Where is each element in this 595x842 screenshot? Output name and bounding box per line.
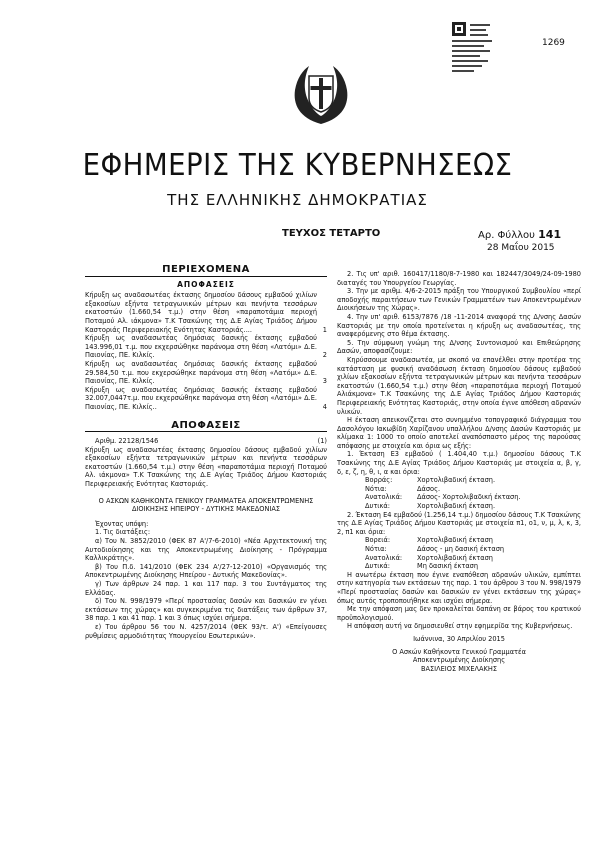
bounds-list-2 <box>337 536 581 570</box>
left-column <box>85 266 327 640</box>
boundary-value: Δάσος- Χορτολιβαδική έκταση. <box>417 493 521 502</box>
signer-title-1: Ο Ασκών Καθήκοντα Γενικού Γραμματέα <box>392 647 526 656</box>
divider <box>85 431 327 432</box>
issue-type: ΤΕΥΧΟΣ ΤΕΤΑΡΤΟ <box>282 228 381 239</box>
boundary-row <box>337 554 581 563</box>
toc-item-text: Κήρυξη ως αναδασωτέας δημόσιας δασικής έκτασης εμβαδού 32.007,0447τ.μ. που εκχερσώθηκε παράνομα στη θέση «Λατόμι» Δ.Ε. Παιονίας, ΠΕ. Κιλκίς.. <box>85 385 317 411</box>
gazette-subtitle: ΤΗΣ ΕΛΛΗΝΙΚΗΣ ΔΗΜΟΚΡΑΤΙΑΣ <box>167 191 428 209</box>
boundary-row <box>337 536 581 545</box>
toc-item-page: 3 <box>322 377 327 386</box>
issue-date: 28 Μαΐου 2015 <box>487 243 555 253</box>
signer-title-2: Αποκεντρωμένης Διοίκησης <box>412 656 506 665</box>
toc-item-page: 4 <box>322 402 327 411</box>
paragraph: 5. Την σύμφωνη γνώμη της Δ/νσης Συντονισμού και Επιθεώρησης Δασών, αποφασίζουμε: <box>337 338 581 356</box>
right-paragraphs <box>337 270 581 476</box>
para-e4: 2. Έκταση Ε4 εμβαδού (1.256,14 τ.μ.) δημοσίου δάσους Τ.Κ Τσακώνης της Δ.Ε Αγίας Τριάδος Δήμου Καστοριάς με στοιχεία π1, ο1, ν, μ, λ, κ, 3, 2, π1 και όρια: <box>337 510 581 536</box>
boundary-direction: Νότια: <box>365 545 387 553</box>
boundary-direction: Ανατολικά: <box>365 553 403 562</box>
toc-item <box>85 291 327 334</box>
boundary-row <box>337 476 581 485</box>
toc-item-text: Κήρυξη ως αναδασωτέας έκτασης δημοσίου δάσους εμβαδού χιλίων εξακοσίων εξήντα τετραγωνικών μέτρων και πενήντα τεσσάρων εκατοστών (1.660,54 τ.μ.) στην θέση «παραποτάμια περιοχή Ποταμού Αλ. ιάκμονα» Τ.Κ Τσακώνης της Δ.Ε Αγίας Τριάδος Δήμου Καστοριάς Περιφερειακής Ενότητας Καστοριάς.... <box>85 291 317 334</box>
paragraph: 4. Την υπ' αριθ. 6153/7876 /18 -11-2014 αναφορά της Δ/νσης Δασών Καστοριάς με την οποία προτείνεται η κήρυξη ως αναδασωτέας, της αναφερόμενης στο θέμα έκτασης. <box>337 312 581 339</box>
closing-paragraphs <box>337 571 581 631</box>
paragraph: 1. Τις διατάξεις: <box>95 528 151 537</box>
boundary-direction: Νότια: <box>365 484 387 493</box>
bounds-list-1 <box>337 476 581 510</box>
boundary-row <box>337 493 581 502</box>
paragraph: 3. Την με αριθμ. 4/6-2-2015 πράξη του Υπουργικού Συμβουλίου «περί αποδοχής παραιτήσεων των Γενικών Γραμματέων των Αποκεντρωμένων Διοικήσεων της Χώρας». <box>337 287 581 313</box>
boundary-direction: Βορειά: <box>365 536 391 545</box>
boundary-row <box>337 545 581 554</box>
toc-item <box>85 360 327 386</box>
paragraph: Η έκταση απεικονίζεται στο συνημμένο τοπογραφικό διάγραμμα του Δασολόγου Ιακωβίδη Χαρίζανου υπαλλήλου Δ/νσης Δασών Καστοριάς με κλίμακα 1: 1000 το οποίο αποτελεί αναπόσπαστο μέρος της παρούσας απόφασης με στοιχεία και όρια ως εξής: <box>337 416 581 450</box>
boundary-direction: Ανατολικά: <box>365 493 403 502</box>
boundary-value: Δάσος - μη δασική έκταση <box>417 545 505 553</box>
issue-label: Αρ. Φύλλου <box>478 230 535 241</box>
toc-item-page: 1 <box>322 325 327 334</box>
right-column <box>337 270 581 673</box>
paragraph: Η ανωτέρω έκταση που έγινε εναπόθεση αδρανών υλικών, εμπίπτει στην κατηγορία των εκτάσεων της παρ. 1 του άρθρου 3 του Ν. 998/1979 «Περί προστασίας δασών και δασικών εν γένει εκτάσεων της χώρας» όπως αυτός τροποποιήθηκε και ισχύει σήμερα. <box>337 570 581 605</box>
boundary-value: Δάσος. <box>417 484 441 493</box>
issue-number-value: 141 <box>538 228 562 241</box>
boundary-direction: Δυτικά: <box>365 562 390 571</box>
decisions-heading: ΑΠΟΦΑΣΕΙΣ <box>171 419 241 431</box>
boundary-value: Χορτολιβαδική έκταση <box>417 536 493 545</box>
issue-number <box>478 228 561 241</box>
gazette-title: ΕΦΗΜΕΡΙΣ ΤΗΣ ΚΥΒΕΡΝΗΣΕΩΣ <box>82 148 513 183</box>
authority: Ο ΑΣΚΩΝ ΚΑΘΗΚΟΝΤΑ ΓΕΝΙΚΟΥ ΓΡΑΜΜΑΤΕΑ ΑΠΟΚΕΝΤΡΩΜΕΝΗΣ ΔΙΟΙΚΗΣΗΣ ΗΠΕΙΡΟΥ - ΔΥΤΙΚΗΣ ΜΑΚΕΔΟΝΙΑΣ <box>98 496 314 514</box>
intro-text: Έχοντας υπόψη: <box>95 519 149 528</box>
toc-item <box>85 334 327 360</box>
boundary-row <box>337 502 581 511</box>
paragraph: Κηρύσσουμε αναδασωτέα, με σκοπό να επανέλθει στην προτέρα της κατάσταση με φυσική αναδάσωση έκταση δημοσίου δάσους εμβαδού χιλίων εξακοσίων εξήντα τετραγωνικών μέτρων και πενήντα τεσσάρων εκατοστών (1.660,54 τ.μ.) στην θέση «παραποτάμια περιοχή Ποταμού Αλιάκμονα» Τ.Κ Τσακώνης της Δ.Ε Αγίας Τριάδος Δήμου Καστοριάς Περιφερειακής Ενότητας Καστοριάς, στην οποία έγινε απόθεση αδρανών υλικών. <box>337 355 581 416</box>
paragraph: γ) Των άρθρων 24 παρ. 1 και 117 παρ. 3 του Συντάγματος της Ελλάδας. <box>85 580 327 597</box>
toc-item-text: Κήρυξη ως αναδασωτέας δημόσιας δασικής έκτασης εμβαδού 29.584,50 τ.μ. που εκχερσώθηκε παράνομα στη θέση «Λατόμι» Δ.Ε. Παιονίας, ΠΕ. Κιλκίς. <box>85 359 317 386</box>
paragraph: ε) Του άρθρου 56 του Ν. 4257/2014 (ΦΕΚ 93/τ. Α') «Επείγουσες ρυθμίσεις αρμοδιότητας Υπουργείου Εσωτερικών». <box>85 622 327 640</box>
paragraph: Με την απόφαση μας δεν προκαλείται δαπάνη σε βάρος του κρατικού προϋπολογισμού. <box>337 605 581 622</box>
left-paragraphs <box>85 528 327 640</box>
boundary-value: Χορτολιβαδική έκταση <box>417 553 493 562</box>
toc-subheading: ΑΠΟΦΑΣΕΙΣ <box>177 279 235 289</box>
toc-item-page: 2 <box>322 351 327 360</box>
boundary-row <box>337 485 581 494</box>
decision-number <box>85 437 327 446</box>
signer-name: ΒΑΣΙΛΕΙΟΣ ΜΙΧΕΛΑΚΗΣ <box>420 664 497 673</box>
boundary-row <box>337 562 581 571</box>
decision-number-text: Αριθμ. 22128/1546 <box>95 437 159 446</box>
paragraph: 1. Έκταση Ε3 εμβαδού ( 1.404,40 τ.μ.) δημοσίου δάσους Τ.Κ Τσακώνης της Δ.Ε Αγίας Τριάδος Δήμου Καστοριάς με στοιχεία α, β, γ, δ, ε, ζ, η, θ, ι, α και όρια: <box>337 450 581 476</box>
boundary-value: Χορτολιβαδική έκταση. <box>417 502 496 511</box>
boundary-value: Μη δασική έκταση <box>417 562 479 571</box>
decision-number-ref: (1) <box>317 437 327 446</box>
page-number: 1269 <box>542 38 565 48</box>
boundary-direction: Βορράς: <box>365 476 393 485</box>
boundary-value: Χορτολιβαδική έκταση. <box>417 476 496 485</box>
paragraph: 2. Τις υπ' αριθ. 160417/1180/8-7-1980 και 182447/3049/24-09-1980 διαταγές του Υπουργείου Γεωργίας. <box>337 270 581 287</box>
toc-item <box>85 386 327 412</box>
toc-item-text: Κήρυξη ως αναδασωτέας δημόσιας δασικής έκτασης εμβαδού 143.996,01 τ.μ. που εκχερσώθηκε παράνομα στη θέση «Λατόμι» Δ.Ε. Παιονίας, ΠΕ. Κιλκίς. <box>85 334 317 360</box>
digital-signature-stamp <box>450 20 494 76</box>
toc-list <box>85 291 327 411</box>
place-date: Ιωάννινα, 30 Απριλίου 2015 <box>413 634 505 643</box>
divider <box>85 276 327 277</box>
paragraph: δ) Του Ν. 998/1979 «Περί προστασίας δασών και δασικών εν γένει εκτάσεων της χώρας» και συγκεκριμένα τις διατάξεις των άρθρων 37, 38 παρ. 1 και 41 παρ. 1 και 3 όπως ισχύει σήμερα. <box>85 597 327 623</box>
paragraph: α) Του Ν. 3852/2010 (ΦΕΚ 87 Α'/7-6-2010) «Νέα Αρχιτεκτονική της Αυτοδιοίκησης και της Αποκεντρωμένης Διοίκησης - Πρόγραμμα Καλλικράτης». <box>85 537 327 563</box>
paragraph: Η απόφαση αυτή να δημοσιευθεί στην εφημερίδα της Κυβερνήσεως. <box>347 622 573 631</box>
paragraph: β) Του Π.δ. 141/2010 (ΦΕΚ 234 Α'/27-12-2010) «Οργανισμός της Αποκεντρωμένης Διοίκησης Ηπείρου - Δυτικής Μακεδονίας». <box>85 562 327 580</box>
coat-of-arms-logo <box>287 60 355 128</box>
toc-heading: ΠΕΡΙΕΧΟΜΕΝΑ <box>162 264 250 275</box>
boundary-direction: Δυτικά: <box>365 502 390 511</box>
decision-summary: Κήρυξη ως αναδασωτέας έκτασης δημοσίου δάσους εμβαδού χιλίων εξακοσίων εξήντα τετραγωνικών μέτρων και πενήντα τεσσάρων εκατοστών (1.660,54 τ.μ.) στην θέση «παραποτάμια περιοχή Ποταμού Αλ. ιάκμονα» Τ.Κ Τσακώνης της Δ.Ε Αγίας Τριάδος Δήμου Καστοριάς Περιφερειακής Ενότητας Καστοριάς. <box>85 445 327 489</box>
